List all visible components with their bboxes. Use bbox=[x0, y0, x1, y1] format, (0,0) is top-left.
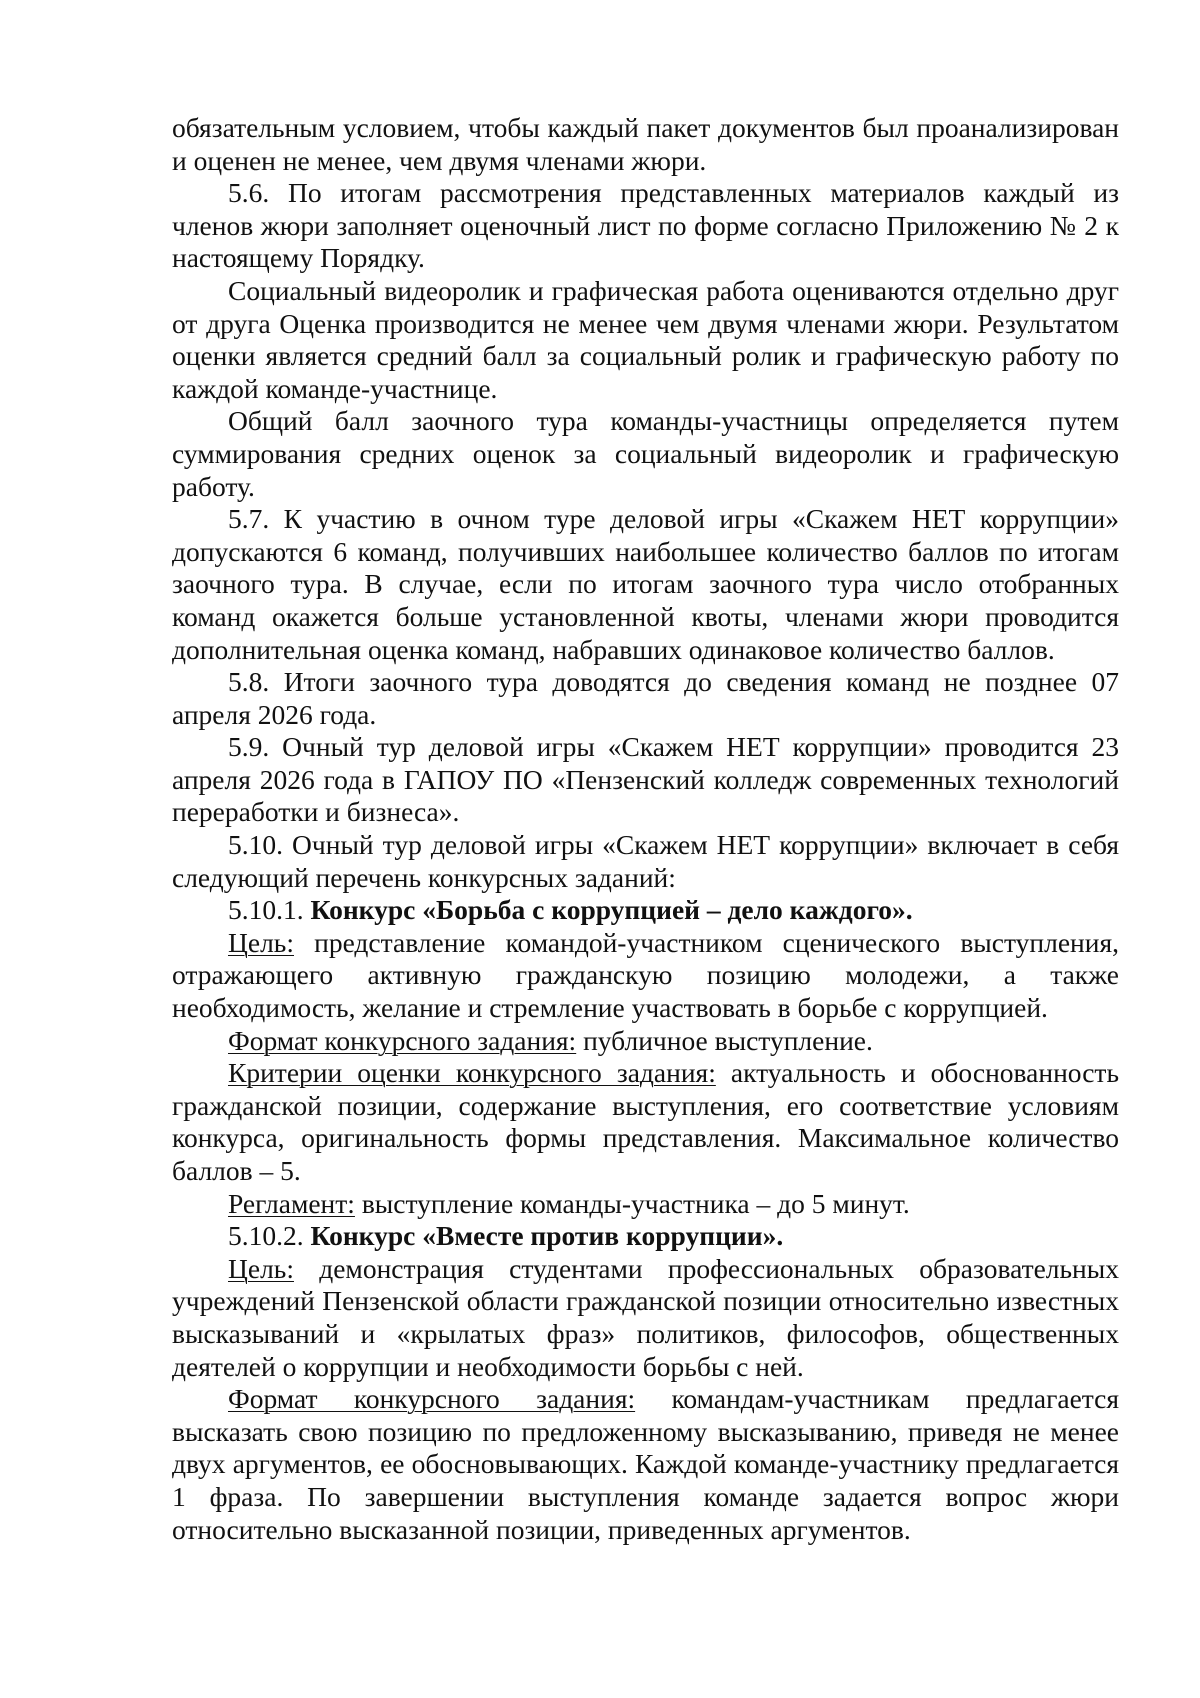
section-title: Конкурс «Борьба с коррупцией – дело каждого». bbox=[310, 894, 913, 926]
paragraph-5-7: 5.7. К участию в очном туре деловой игры «Скажем НЕТ коррупции» допускаются 6 команд, получивших наибольшее количество баллов по итогам заочного тура. В случае, если по итогам заочного тура число отобранных команд окажется больше установленной квоты, членами жюри проводится дополнительная оценка команд, набравших одинаковое количество баллов. bbox=[172, 503, 1119, 665]
regulation-label: Регламент: bbox=[228, 1187, 355, 1219]
section-5-10-2-heading bbox=[172, 1220, 1119, 1253]
section-2-format bbox=[172, 1383, 1119, 1546]
format-text: публичное выступление. bbox=[576, 1024, 873, 1056]
goal-text: представление командой-участником сценического выступления, отражающего активную гражданскую позицию молодежи, а также необходимость, желание и стремление участвовать в борьбе с коррупцией. bbox=[172, 926, 1119, 1024]
section-1-regulation bbox=[172, 1188, 1119, 1221]
criteria-text: актуальность и обоснованность гражданской позиции, содержание выступления, его соответствие условиям конкурса, оригинальность формы представления. Максимальное количество баллов – 5. bbox=[172, 1057, 1119, 1186]
format-label: Формат конкурсного задания: bbox=[228, 1383, 636, 1415]
format-text: командам-участникам предлагается высказать свою позицию по предложенному высказыванию, приведя не менее двух аргументов, ее обосновывающих. Каждой команде-участнику предлагается 1 фраза. По завершении выступления команде задается вопрос жюри относительно высказанной позиции, приведенных аргументов. bbox=[172, 1383, 1119, 1545]
paragraph-5-10: 5.10. Очный тур деловой игры «Скажем НЕТ коррупции» включает в себя следующий перечень конкурсных заданий: bbox=[172, 829, 1119, 893]
regulation-text: выступление команды-участника – до 5 минут. bbox=[354, 1187, 910, 1219]
section-5-10-1-heading bbox=[172, 894, 1119, 927]
format-label: Формат конкурсного задания: bbox=[228, 1024, 577, 1056]
criteria-label: Критерии оценки конкурсного задания: bbox=[228, 1057, 716, 1089]
paragraph-5-8: 5.8. Итоги заочного тура доводятся до сведения команд не позднее 07 апреля 2026 года. bbox=[172, 666, 1119, 730]
section-1-criteria bbox=[172, 1057, 1119, 1187]
section-1-goal bbox=[172, 927, 1119, 1025]
paragraph-video-evaluation: Социальный видеоролик и графическая работа оцениваются отдельно друг от друга Оценка производится не менее чем двумя членами жюри. Результатом оценки является средний балл за социальный ролик и графическую работу по каждой команде-участнице. bbox=[172, 274, 1119, 404]
goal-label: Цель: bbox=[228, 1252, 294, 1284]
goal-text: демонстрация студентами профессиональных образовательных учреждений Пензенской области гражданской позиции относительно известных высказываний и «крылатых фраз» политиков, философов, общественных деятелей о коррупции и необходимости борьбы с ней. bbox=[172, 1252, 1119, 1382]
paragraph-5-6: 5.6. По итогам рассмотрения представленных материалов каждый из членов жюри заполняет оценочный лист по форме согласно Приложению № 2 к настоящему Порядку. bbox=[172, 177, 1119, 274]
paragraph-total-score: Общий балл заочного тура команды-участницы определяется путем суммирования средних оценок за социальный видеоролик и графическую работу. bbox=[172, 405, 1119, 502]
document-page bbox=[172, 112, 1119, 1546]
section-number: 5.10.2. bbox=[228, 1220, 311, 1252]
paragraph-continuation: обязательным условием, чтобы каждый пакет документов был проанализирован и оценен не менее, чем двумя членами жюри. bbox=[172, 112, 1119, 176]
paragraph-5-9: 5.9. Очный тур деловой игры «Скажем НЕТ коррупции» проводится 23 апреля 2026 года в ГАПОУ ПО «Пензенский колледж современных технологий переработки и бизнеса». bbox=[172, 731, 1119, 828]
section-2-goal bbox=[172, 1253, 1119, 1383]
section-title: Конкурс «Вместе против коррупции». bbox=[310, 1220, 784, 1252]
section-number: 5.10.1. bbox=[228, 894, 311, 926]
section-1-format bbox=[172, 1025, 1119, 1058]
goal-label: Цель: bbox=[228, 926, 294, 958]
